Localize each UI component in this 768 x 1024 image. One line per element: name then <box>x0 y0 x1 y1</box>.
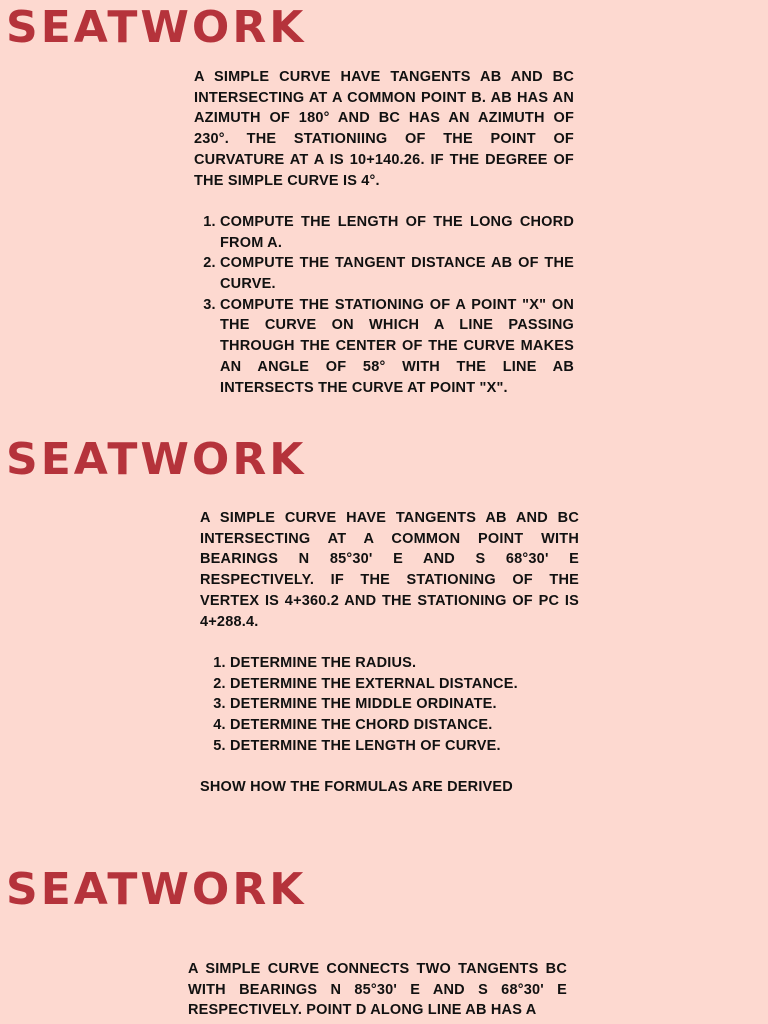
list-item: 1. DETERMINE THE RADIUS. <box>230 653 579 674</box>
section-2-body <box>200 508 579 798</box>
section-1-question-list <box>194 212 574 398</box>
section-1-problem: A SIMPLE CURVE HAVE TANGENTS AB AND BC INTERSECTING AT A COMMON POINT B. AB HAS AN AZIMUTH OF 180° AND BC HAS AN AZIMUTH OF 230°. THE STATIONIING OF THE POINT OF CURVATURE AT A IS 10+140.26. IF THE DEGREE OF THE SIMPLE CURVE IS 4°. <box>194 69 574 189</box>
list-item: 1. COMPUTE THE LENGTH OF THE LONG CHORD FROM A. <box>220 212 574 253</box>
section-3-body <box>188 959 567 1021</box>
section-2-heading: SEATWORK <box>6 434 307 485</box>
section-3-heading: SEATWORK <box>6 864 307 915</box>
section-1-heading: SEATWORK <box>6 2 307 53</box>
list-item: 2. DETERMINE THE EXTERNAL DISTANCE. <box>230 674 579 695</box>
list-item: 3. COMPUTE THE STATIONING OF A POINT "X" ON THE CURVE ON WHICH A LINE PASSING THROUGH THE CENTER OF THE CURVE MAKES AN ANGLE OF 58° WITH THE LINE AB INTERSECTS THE CURVE AT POINT "X". <box>220 295 574 399</box>
section-2-note: SHOW HOW THE FORMULAS ARE DERIVED <box>200 779 513 796</box>
list-item: 2. COMPUTE THE TANGENT DISTANCE AB OF THE CURVE. <box>220 253 574 294</box>
list-item: 5. DETERMINE THE LENGTH OF CURVE. <box>230 736 579 757</box>
section-1-body <box>194 67 574 398</box>
section-3-problem: A SIMPLE CURVE CONNECTS TWO TANGENTS BC WITH BEARINGS N 85°30' E AND S 68°30' E RESPECTIVELY. POINT D ALONG LINE AB HAS A <box>188 961 567 1019</box>
section-2-problem: A SIMPLE CURVE HAVE TANGENTS AB AND BC INTERSECTING AT A COMMON POINT WITH BEARINGS N 85°30' E AND S 68°30' E RESPECTIVELY. IF THE STATIONING OF THE VERTEX IS 4+360.2 AND THE STATIONING OF PC IS 4+288.4. <box>200 510 579 630</box>
list-item: 4. DETERMINE THE CHORD DISTANCE. <box>230 715 579 736</box>
list-item: 3. DETERMINE THE MIDDLE ORDINATE. <box>230 694 579 715</box>
section-2-question-list <box>200 653 579 757</box>
